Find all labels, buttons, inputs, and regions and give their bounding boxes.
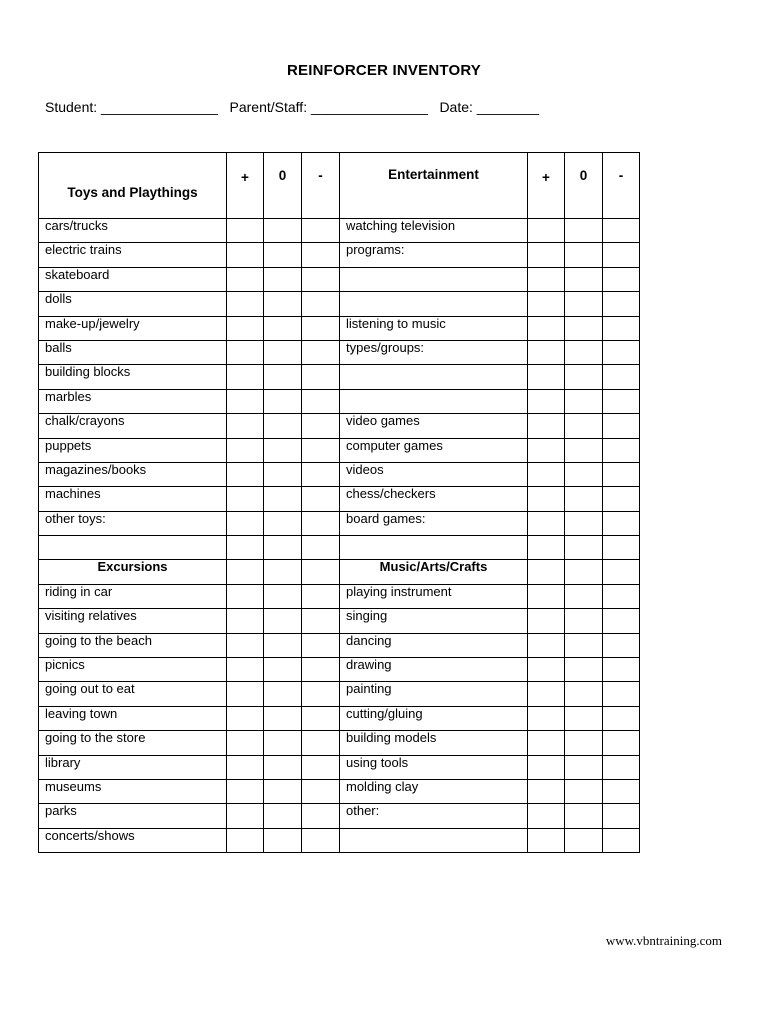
rating-cell[interactable] — [227, 340, 264, 364]
table-row — [39, 389, 640, 413]
rating-cell[interactable] — [565, 633, 603, 657]
item-label: cars/trucks — [39, 219, 227, 243]
rating-cell[interactable] — [302, 633, 340, 657]
rating-cell[interactable] — [302, 389, 340, 413]
item-label: electric trains — [39, 243, 227, 267]
table-row — [39, 682, 640, 706]
rating-cell[interactable] — [528, 267, 565, 291]
rating-cell[interactable] — [603, 584, 640, 608]
item-label: programs: — [340, 243, 528, 267]
item-label: leaving town — [39, 706, 227, 730]
rating-cell[interactable] — [603, 340, 640, 364]
header-minus: - — [302, 153, 340, 219]
item-label: picnics — [39, 658, 227, 682]
rating-cell[interactable] — [603, 511, 640, 535]
item-label: molding clay — [340, 779, 528, 803]
table-row — [39, 316, 640, 340]
rating-cell[interactable] — [302, 828, 340, 852]
student-field[interactable]: Student: _______________ — [45, 99, 218, 115]
rating-cell[interactable] — [227, 292, 264, 316]
rating-cell[interactable] — [565, 731, 603, 755]
rating-cell[interactable] — [227, 243, 264, 267]
item-label: listening to music — [340, 316, 528, 340]
header-entertainment: Entertainment — [340, 153, 528, 219]
item-label: using tools — [340, 755, 528, 779]
rating-cell[interactable] — [264, 219, 302, 243]
item-label — [340, 292, 528, 316]
rating-cell[interactable] — [528, 316, 565, 340]
item-label: dolls — [39, 292, 227, 316]
rating-cell[interactable] — [227, 584, 264, 608]
table-row — [39, 243, 640, 267]
rating-cell[interactable] — [264, 609, 302, 633]
rating-cell[interactable] — [227, 267, 264, 291]
item-label: building models — [340, 731, 528, 755]
rating-cell[interactable] — [565, 389, 603, 413]
rating-cell[interactable] — [603, 804, 640, 828]
table-row — [39, 779, 640, 803]
rating-cell[interactable] — [302, 804, 340, 828]
rating-cell[interactable] — [227, 462, 264, 486]
table-row — [39, 340, 640, 364]
rating-cell[interactable] — [302, 340, 340, 364]
item-label: going to the store — [39, 731, 227, 755]
rating-cell[interactable] — [528, 292, 565, 316]
rating-cell[interactable] — [565, 414, 603, 438]
rating-cell[interactable] — [603, 219, 640, 243]
rating-cell[interactable] — [565, 804, 603, 828]
rating-cell[interactable] — [528, 487, 565, 511]
rating-cell[interactable] — [227, 389, 264, 413]
rating-cell[interactable] — [565, 828, 603, 852]
rating-cell[interactable] — [264, 682, 302, 706]
item-label — [340, 365, 528, 389]
rating-cell[interactable] — [528, 609, 565, 633]
rating-cell[interactable] — [528, 340, 565, 364]
item-label: dancing — [340, 633, 528, 657]
rating-cell[interactable] — [528, 779, 565, 803]
rating-cell[interactable] — [528, 462, 565, 486]
table-row — [39, 536, 640, 560]
rating-cell[interactable] — [264, 584, 302, 608]
parent-staff-field[interactable]: Parent/Staff: _______________ — [229, 99, 428, 115]
rating-cell[interactable] — [227, 536, 264, 560]
header-plus: + — [227, 153, 264, 219]
item-label: computer games — [340, 438, 528, 462]
rating-cell[interactable] — [528, 536, 565, 560]
table-row — [39, 414, 640, 438]
rating-cell[interactable] — [528, 365, 565, 389]
rating-cell[interactable] — [227, 755, 264, 779]
item-label: video games — [340, 414, 528, 438]
rating-cell[interactable] — [264, 828, 302, 852]
rating-cell[interactable] — [302, 609, 340, 633]
rating-cell[interactable] — [603, 365, 640, 389]
rating-cell[interactable] — [565, 511, 603, 535]
rating-cell[interactable] — [565, 267, 603, 291]
table-row — [39, 584, 640, 608]
item-label: types/groups: — [340, 340, 528, 364]
table-row — [39, 804, 640, 828]
item-label: make-up/jewelry — [39, 316, 227, 340]
rating-cell[interactable] — [528, 219, 565, 243]
rating-cell[interactable] — [528, 414, 565, 438]
rating-cell[interactable] — [565, 682, 603, 706]
rating-cell[interactable] — [227, 365, 264, 389]
rating-cell[interactable] — [264, 267, 302, 291]
page-title: REINFORCER INVENTORY — [286, 62, 482, 79]
rating-cell[interactable] — [302, 706, 340, 730]
rating-cell[interactable] — [565, 658, 603, 682]
rating-cell[interactable] — [264, 633, 302, 657]
rating-cell[interactable] — [603, 755, 640, 779]
rating-cell[interactable] — [302, 731, 340, 755]
item-label: chalk/crayons — [39, 414, 227, 438]
rating-cell[interactable] — [528, 584, 565, 608]
rating-cell[interactable] — [302, 658, 340, 682]
rating-cell[interactable] — [603, 414, 640, 438]
rating-cell[interactable] — [302, 243, 340, 267]
rating-cell[interactable] — [603, 438, 640, 462]
item-label: balls — [39, 340, 227, 364]
rating-cell[interactable] — [528, 658, 565, 682]
item-label: skateboard — [39, 267, 227, 291]
rating-cell[interactable] — [264, 658, 302, 682]
table-row — [39, 365, 640, 389]
item-label: playing instrument — [340, 584, 528, 608]
table-row — [39, 755, 640, 779]
rating-cell[interactable] — [302, 560, 340, 584]
rating-cell[interactable] — [302, 584, 340, 608]
rating-cell[interactable] — [528, 682, 565, 706]
item-label: riding in car — [39, 584, 227, 608]
item-label: going out to eat — [39, 682, 227, 706]
table-header-row — [39, 153, 640, 219]
header-music-arts-crafts: Music/Arts/Crafts — [340, 560, 528, 584]
rating-cell[interactable] — [302, 267, 340, 291]
rating-cell[interactable] — [264, 438, 302, 462]
table-row — [39, 487, 640, 511]
rating-cell[interactable] — [603, 389, 640, 413]
rating-cell[interactable] — [528, 755, 565, 779]
rating-cell[interactable] — [302, 438, 340, 462]
item-label: building blocks — [39, 365, 227, 389]
header-excursions: Excursions — [39, 560, 227, 584]
rating-cell[interactable] — [603, 487, 640, 511]
rating-cell[interactable] — [227, 511, 264, 535]
item-label: other: — [340, 804, 528, 828]
rating-cell[interactable] — [264, 365, 302, 389]
rating-cell[interactable] — [302, 487, 340, 511]
rating-cell[interactable] — [603, 292, 640, 316]
item-label — [39, 536, 227, 560]
item-label: board games: — [340, 511, 528, 535]
rating-cell[interactable] — [227, 828, 264, 852]
date-field[interactable]: Date: ________ — [439, 99, 540, 115]
item-label: visiting relatives — [39, 609, 227, 633]
rating-cell[interactable] — [227, 487, 264, 511]
rating-cell[interactable] — [565, 487, 603, 511]
item-label: chess/checkers — [340, 487, 528, 511]
item-label: magazines/books — [39, 462, 227, 486]
rating-cell[interactable] — [603, 267, 640, 291]
rating-cell[interactable] — [603, 560, 640, 584]
rating-cell[interactable] — [603, 706, 640, 730]
rating-cell[interactable] — [264, 804, 302, 828]
rating-cell[interactable] — [603, 536, 640, 560]
rating-cell[interactable] — [565, 243, 603, 267]
rating-cell[interactable] — [302, 365, 340, 389]
item-label: singing — [340, 609, 528, 633]
header-toys-and-playthings: Toys and Playthings — [39, 153, 227, 219]
rating-cell[interactable] — [565, 438, 603, 462]
rating-cell[interactable] — [528, 389, 565, 413]
table-row — [39, 267, 640, 291]
rating-cell[interactable] — [528, 243, 565, 267]
rating-cell[interactable] — [603, 243, 640, 267]
rating-cell[interactable] — [264, 316, 302, 340]
rating-cell[interactable] — [227, 779, 264, 803]
item-label: videos — [340, 462, 528, 486]
rating-cell[interactable] — [302, 292, 340, 316]
rating-cell[interactable] — [565, 292, 603, 316]
header-plus: + — [528, 153, 565, 219]
rating-cell[interactable] — [264, 340, 302, 364]
inventory-table — [38, 152, 640, 853]
rating-cell[interactable] — [227, 316, 264, 340]
rating-cell[interactable] — [565, 340, 603, 364]
rating-cell[interactable] — [603, 731, 640, 755]
rating-cell[interactable] — [264, 560, 302, 584]
header-zero: 0 — [264, 153, 302, 219]
rating-cell[interactable] — [528, 438, 565, 462]
rating-cell[interactable] — [565, 706, 603, 730]
section-header-row — [39, 560, 640, 584]
rating-cell[interactable] — [565, 365, 603, 389]
table-row — [39, 658, 640, 682]
rating-cell[interactable] — [227, 414, 264, 438]
rating-cell[interactable] — [603, 462, 640, 486]
rating-cell[interactable] — [264, 414, 302, 438]
item-label: museums — [39, 779, 227, 803]
rating-cell[interactable] — [528, 804, 565, 828]
rating-cell[interactable] — [264, 755, 302, 779]
table-row — [39, 706, 640, 730]
rating-cell[interactable] — [227, 609, 264, 633]
table-row — [39, 828, 640, 852]
item-label: watching television — [340, 219, 528, 243]
rating-cell[interactable] — [227, 731, 264, 755]
rating-cell[interactable] — [528, 828, 565, 852]
table-row — [39, 292, 640, 316]
rating-cell[interactable] — [528, 731, 565, 755]
rating-cell[interactable] — [565, 584, 603, 608]
rating-cell[interactable] — [528, 511, 565, 535]
item-label: machines — [39, 487, 227, 511]
rating-cell[interactable] — [302, 414, 340, 438]
rating-cell[interactable] — [227, 804, 264, 828]
rating-cell[interactable] — [227, 682, 264, 706]
item-label: marbles — [39, 389, 227, 413]
rating-cell[interactable] — [603, 682, 640, 706]
rating-cell[interactable] — [264, 536, 302, 560]
rating-cell[interactable] — [603, 779, 640, 803]
rating-cell[interactable] — [603, 609, 640, 633]
table-row — [39, 633, 640, 657]
item-label: puppets — [39, 438, 227, 462]
rating-cell[interactable] — [264, 243, 302, 267]
rating-cell[interactable] — [302, 682, 340, 706]
rating-cell[interactable] — [565, 755, 603, 779]
item-label: going to the beach — [39, 633, 227, 657]
rating-cell[interactable] — [565, 219, 603, 243]
info-fields — [45, 99, 539, 115]
table-row — [39, 731, 640, 755]
table-row — [39, 219, 640, 243]
item-label: parks — [39, 804, 227, 828]
rating-cell[interactable] — [264, 292, 302, 316]
rating-cell[interactable] — [227, 706, 264, 730]
item-label: library — [39, 755, 227, 779]
table-row — [39, 609, 640, 633]
rating-cell[interactable] — [528, 560, 565, 584]
table-row — [39, 462, 640, 486]
item-label — [340, 389, 528, 413]
rating-cell[interactable] — [603, 658, 640, 682]
footer-url: www.vbntraining.com — [605, 933, 722, 948]
rating-cell[interactable] — [302, 462, 340, 486]
item-label — [340, 536, 528, 560]
rating-cell[interactable] — [302, 219, 340, 243]
item-label: painting — [340, 682, 528, 706]
rating-cell[interactable] — [302, 755, 340, 779]
table-row — [39, 511, 640, 535]
rating-cell[interactable] — [565, 779, 603, 803]
item-label: concerts/shows — [39, 828, 227, 852]
item-label — [340, 267, 528, 291]
rating-cell[interactable] — [603, 633, 640, 657]
rating-cell[interactable] — [603, 316, 640, 340]
rating-cell[interactable] — [227, 219, 264, 243]
item-label — [340, 828, 528, 852]
item-label: other toys: — [39, 511, 227, 535]
rating-cell[interactable] — [264, 511, 302, 535]
header-minus: - — [603, 153, 640, 219]
rating-cell[interactable] — [565, 560, 603, 584]
rating-cell[interactable] — [264, 462, 302, 486]
rating-cell[interactable] — [227, 658, 264, 682]
rating-cell[interactable] — [264, 731, 302, 755]
rating-cell[interactable] — [264, 779, 302, 803]
header-zero: 0 — [565, 153, 603, 219]
rating-cell[interactable] — [302, 779, 340, 803]
rating-cell[interactable] — [302, 536, 340, 560]
rating-cell[interactable] — [227, 633, 264, 657]
rating-cell[interactable] — [565, 609, 603, 633]
rating-cell[interactable] — [528, 706, 565, 730]
rating-cell[interactable] — [565, 536, 603, 560]
rating-cell[interactable] — [565, 462, 603, 486]
rating-cell[interactable] — [302, 511, 340, 535]
item-label: cutting/gluing — [340, 706, 528, 730]
table-row — [39, 438, 640, 462]
rating-cell[interactable] — [528, 633, 565, 657]
rating-cell[interactable] — [227, 438, 264, 462]
rating-cell[interactable] — [264, 389, 302, 413]
rating-cell[interactable] — [565, 316, 603, 340]
rating-cell[interactable] — [264, 487, 302, 511]
item-label: drawing — [340, 658, 528, 682]
rating-cell[interactable] — [302, 316, 340, 340]
rating-cell[interactable] — [603, 828, 640, 852]
rating-cell[interactable] — [264, 706, 302, 730]
rating-cell[interactable] — [227, 560, 264, 584]
